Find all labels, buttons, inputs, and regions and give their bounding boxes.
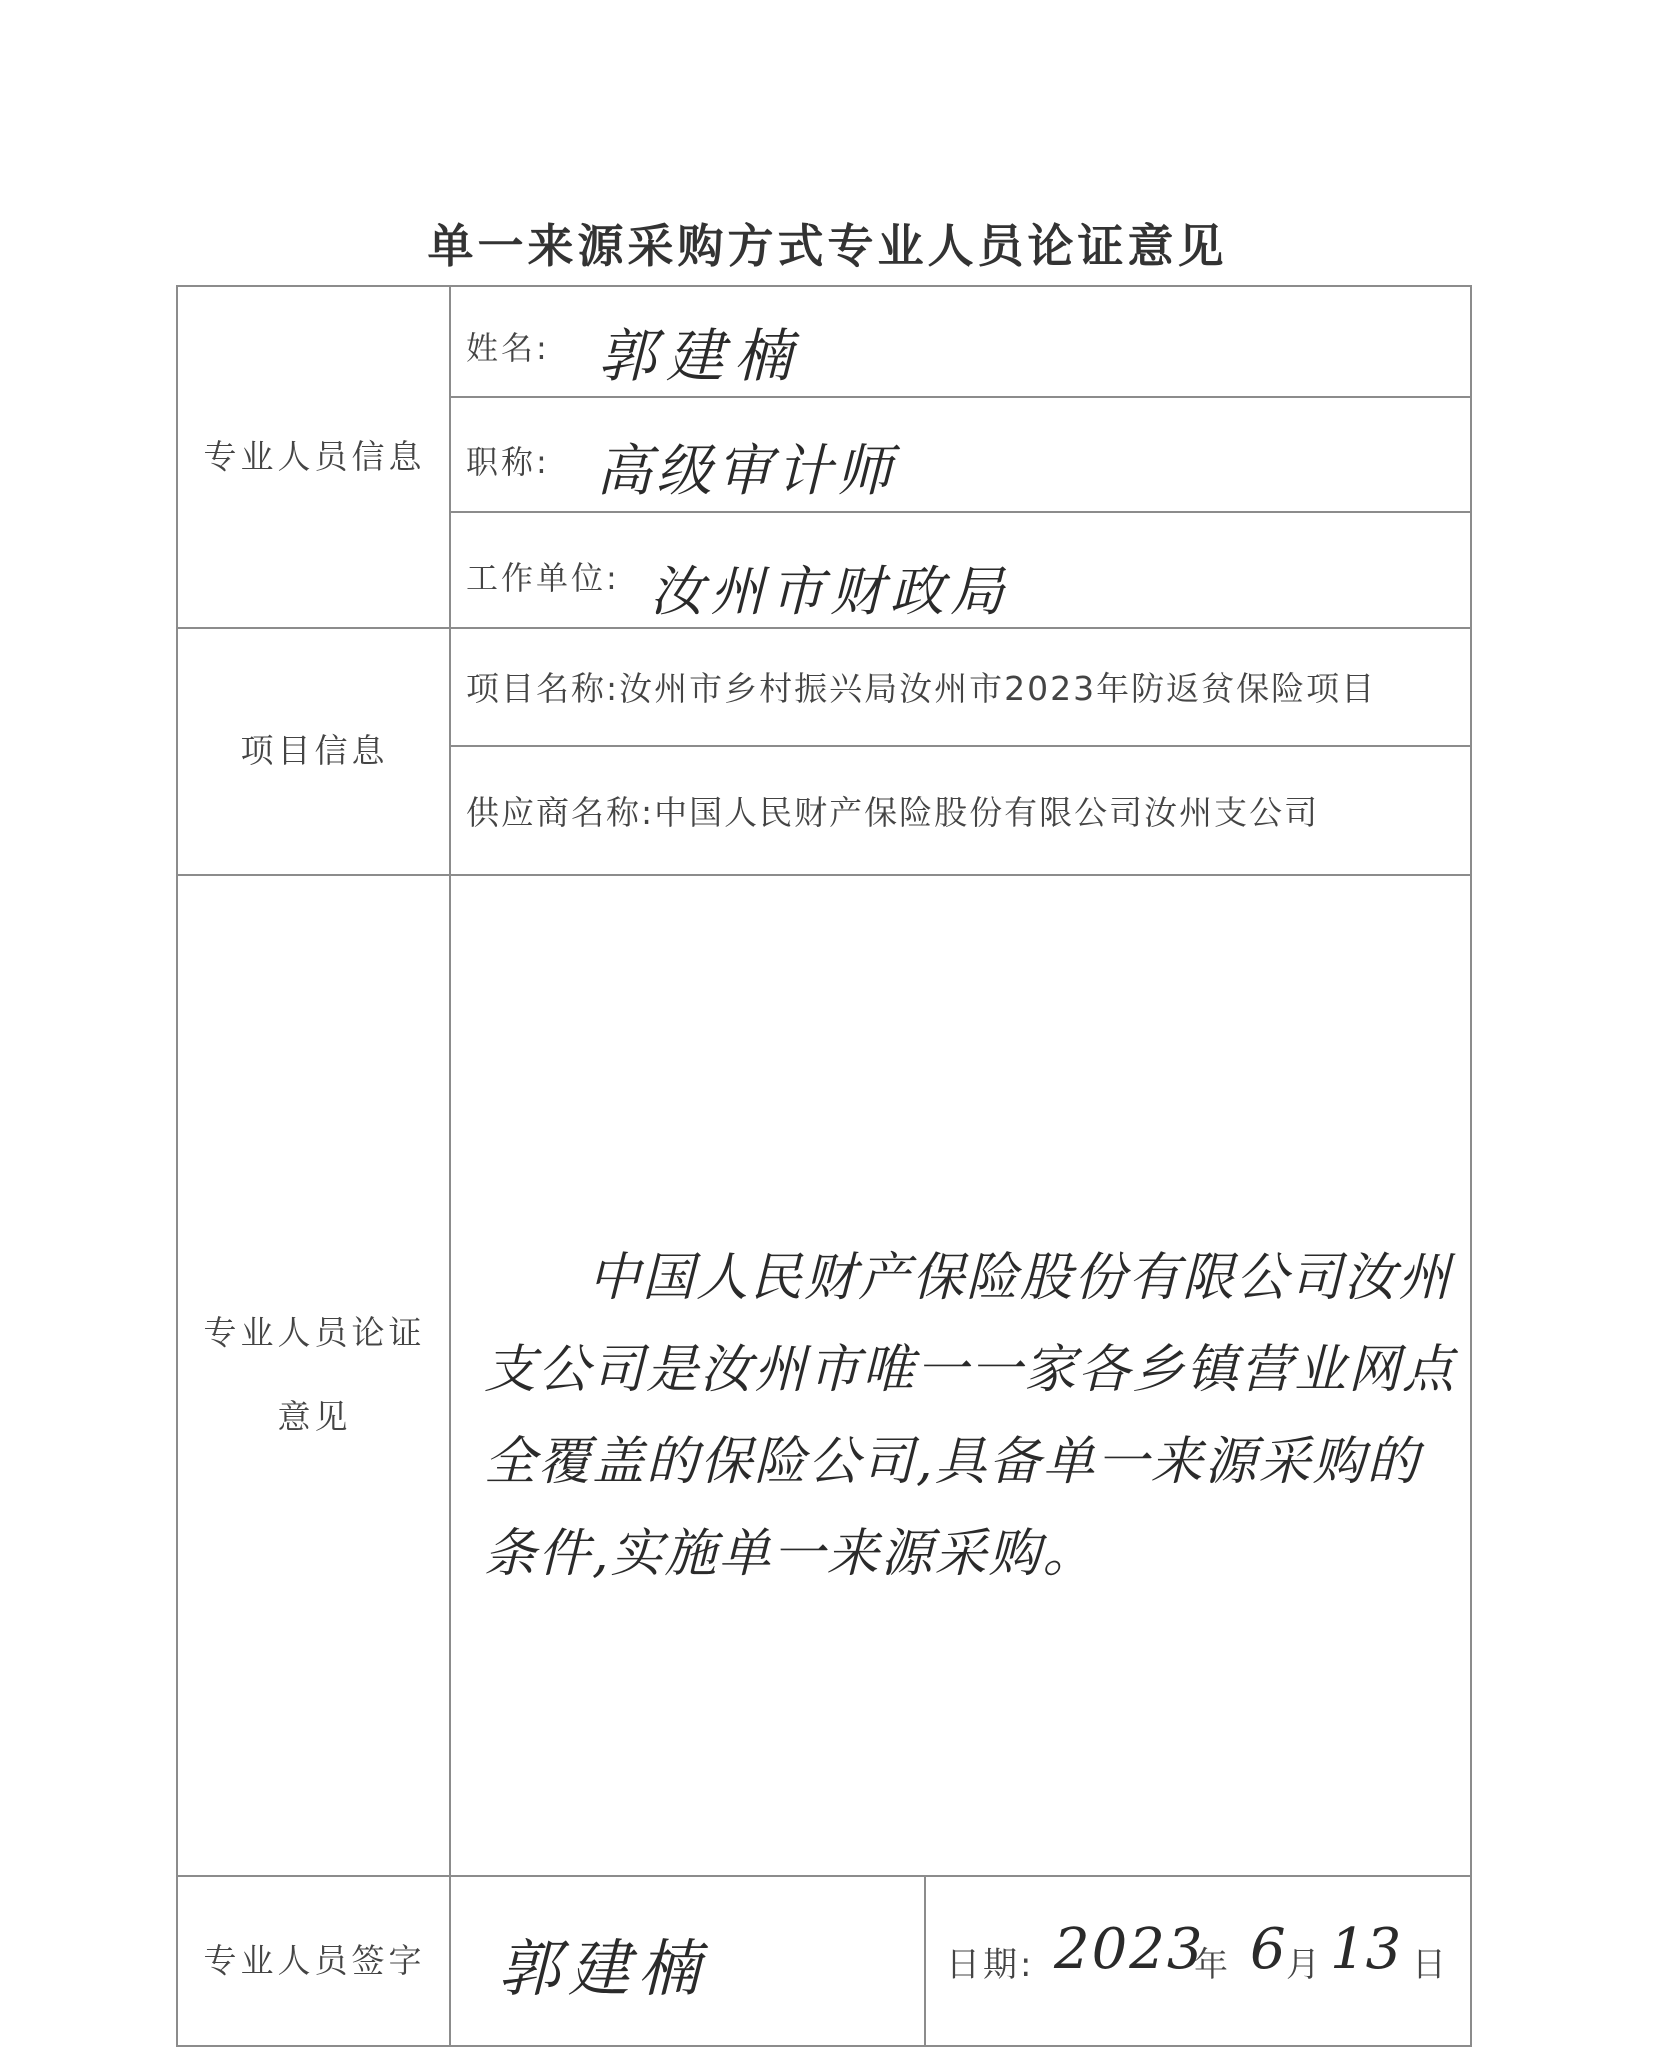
unit-value: 汝州市财政局 xyxy=(650,560,1010,623)
title-label: 职称: xyxy=(466,443,550,481)
date-day: 13 xyxy=(1330,1917,1402,1982)
date-divider xyxy=(924,1875,926,2047)
name-value: 郭建楠 xyxy=(598,322,803,390)
opinion-label xyxy=(178,874,451,1875)
date-day-unit: 日 xyxy=(1412,1945,1449,1985)
date-label: 日期: xyxy=(946,1945,1035,1985)
row-line-title xyxy=(449,511,1472,513)
date-year-unit: 年 xyxy=(1194,1945,1231,1985)
supplier-name: 供应商名称:中国人民财产保险股份有限公司汝州支公司 xyxy=(466,793,1320,832)
row-line-project xyxy=(449,745,1472,747)
unit-label: 工作单位: xyxy=(466,559,620,597)
date-month-unit: 月 xyxy=(1286,1945,1323,1985)
date-year: 2023 xyxy=(1054,1917,1205,1982)
opinion-label-line1: 专业人员论证 xyxy=(203,1312,426,1352)
expert-info-label: 专业人员信息 xyxy=(203,437,426,476)
form-table xyxy=(176,285,1472,2047)
title-value: 高级审计师 xyxy=(596,439,896,504)
project-name: 项目名称:汝州市乡村振兴局汝州市2023年防返贫保险项目 xyxy=(466,669,1377,708)
date-month: 6 xyxy=(1250,1917,1286,1982)
opinion-label-line2: 意见 xyxy=(277,1396,352,1436)
row-line-name xyxy=(449,396,1472,398)
opinion-text: 中国人民财产保险股份有限公司汝州支公司是汝州市唯一一家各乡镇营业网点全覆盖的保险公司,具备单一来源采购的条件,实施单一来源采购。 xyxy=(484,1248,1457,1584)
project-info-label: 项目信息 xyxy=(240,730,389,770)
page-title: 单一来源采购方式专业人员论证意见 xyxy=(427,219,1228,273)
name-label: 姓名: xyxy=(466,329,550,367)
signature-value: 郭建楠 xyxy=(498,1932,709,2005)
signature-label: 专业人员签字 xyxy=(203,1941,426,1980)
